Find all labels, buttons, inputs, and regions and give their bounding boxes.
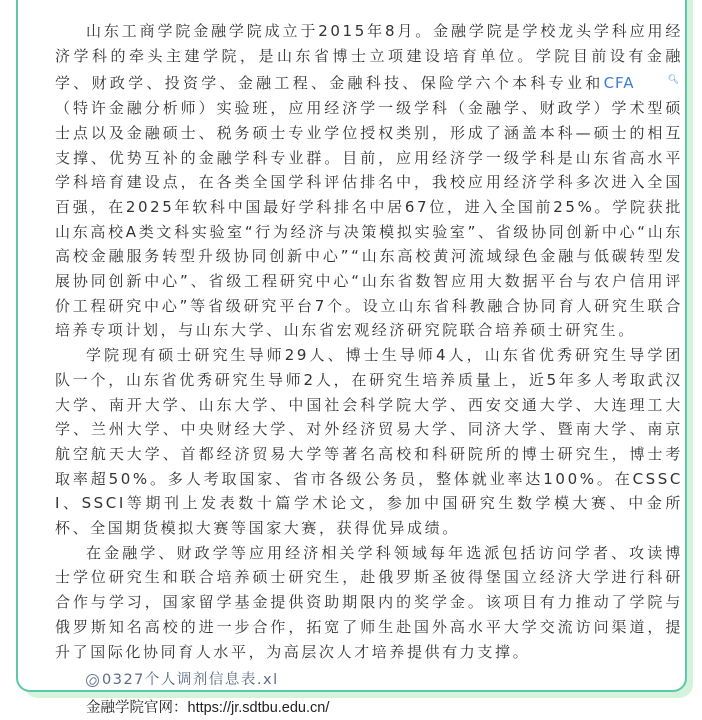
website-line <box>86 696 683 720</box>
paragraph-faculty: 学院现有硕士研究生导师29人、博士生导师4人，山东省优秀研究生导学团队一个，山东省优秀研究生导师2人，在研究生培养质量上，近5年多人考取武汉大学、南开大学、山东大学、中国社会科学院大学、西安交通大学、大连理工大学、兰州大学、中央财经大学、对外经济贸易大学、同济大学、暨南大学、南京航空航天大学、首都经济贸易大学等著名高校和科研院所的博士研究生，博士考取率超50%。多人考取国家、省市各级公务员，整体就业率达100%。在CSSCI、SSCI等期刊上发表数十篇学术论文，参加中国研究生数学模大赛、中金所杯、全国期货模拟大赛等国家大赛，获得优异成绩。 <box>55 346 683 538</box>
cfa-link[interactable]: CFA <box>603 74 635 93</box>
attachment-link[interactable] <box>86 668 683 692</box>
website-label: 金融学院官网： <box>86 700 188 717</box>
paragraph-intro <box>55 19 683 343</box>
paragraph-intro-text-2: （特许金融分析师）实验班，应用经济学一级学科（金融学、财政学）学术型硕士点以及金融硕士、税务硕士专业学位授权类别，形成了涵盖本科—硕士的相互支撑、优势互补的金融学科专业群。目前，应用经济学一级学科是山东省高水平学科培育建设点，在各类全国学科评估排名中，我校应用经济学科多次进入全国百强，在2025年软科中国最好学科排名中居67位，进入全国前25%。学院获批山东高校A类文科实验室“行为经济与决策模拟实验室”、省级协同创新中心“山东高校金融服务转型升级协同创新中心”“山东高校黄河流域绿色金融与低碳转型发展协同创新中心”、省级工程研究中心“山东省数智应用大数据平台与农户信用评价工程研究中心”等省级研究平台7个。设立山东省科教融合协同育人研究生联合培养专项计划，与山东大学、山东省宏观经济研究院联合培养硕士研究生。 <box>55 99 683 340</box>
article-content <box>55 19 683 720</box>
article-card <box>16 0 687 717</box>
paragraph-international: 在金融学、财政学等应用经济相关学科领域每年选派包括访问学者、攻读博士学位研究生和联合培养硕士研究生，赴俄罗斯圣彼得堡国立经济大学进行科研合作与学习，国家留学基金提供资助期限内的奖学金。该项目有力推动了学院与俄罗斯知名高校的进一步合作，拓宽了师生赴国外高水平大学交流访问渠道，提升了国际化协同育人水平，为高层次人才培养提供有力支撑。 <box>55 543 683 661</box>
attachment-link-icon <box>86 674 99 687</box>
article-card-wrapper <box>16 0 687 717</box>
paragraph-intro-text-1: 山东工商学院金融学院成立于2015年8月。金融学院是学校龙头学科应用经济学科的牵头主建学院，是山东省博士立项建设培育单位。学院目前设有金融学、财政学、投资学、金融工程、金融科技、保险学六个本科专业和 <box>55 22 683 93</box>
search-icon[interactable]: 🔍︎ <box>667 75 679 86</box>
attachment-filename[interactable]: 0327个人调剂信息表.xl <box>102 672 279 689</box>
website-url[interactable]: https://jr.sdtbu.edu.cn/ <box>187 700 330 717</box>
